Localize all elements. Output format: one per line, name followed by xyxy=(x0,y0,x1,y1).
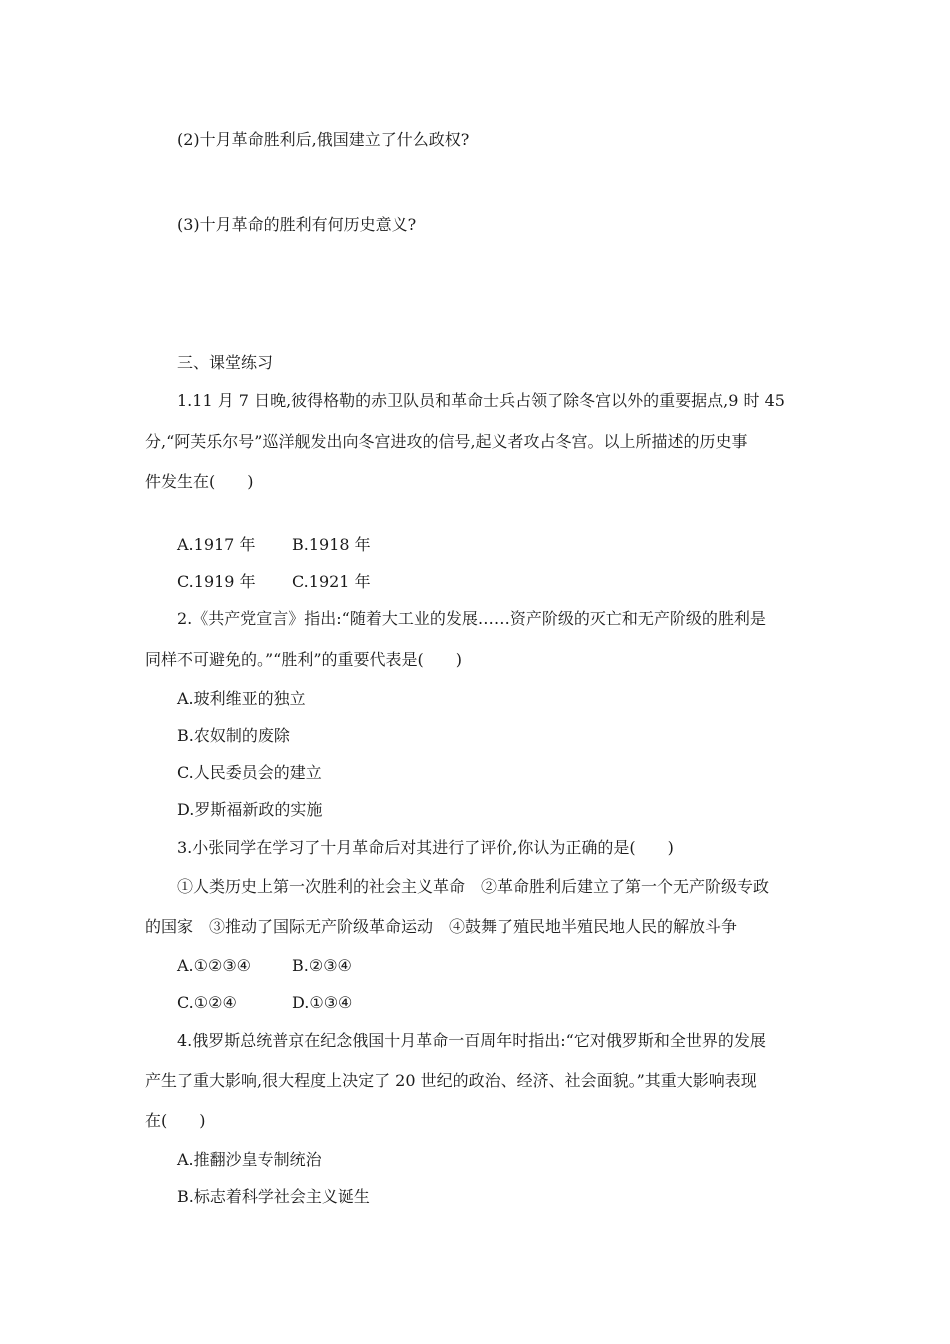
problem-4-line-2: 产生了重大影响,很大程度上决定了 20 世纪的政治、经济、社会面貌。”其重大影响表现 xyxy=(145,1071,757,1090)
problem-4-line-1: 4.俄罗斯总统普京在纪念俄国十月革命一百周年时指出:“它对俄罗斯和全世界的发展 xyxy=(177,1031,766,1050)
problem-3-line-3: 的国家 ③推动了国际无产阶级革命运动 ④鼓舞了殖民地半殖民地人民的解放斗争 xyxy=(145,917,738,936)
problem-2-line-2: 同样不可避免的。”“胜利”的重要代表是( ) xyxy=(145,650,463,669)
problem-3-option-a: A.①②③④ xyxy=(177,956,252,975)
problem-4-option-b: B.标志着科学社会主义诞生 xyxy=(177,1187,370,1206)
problem-1-line-3: 件发生在( ) xyxy=(145,472,254,491)
problem-3-line-1: 3.小张同学在学习了十月革命后对其进行了评价,你认为正确的是( ) xyxy=(177,838,674,857)
problem-1-line-2: 分,“阿芙乐尔号”巡洋舰发出向冬宫进攻的信号,起义者攻占冬宫。以上所描述的历史事 xyxy=(145,432,748,451)
problem-2-option-d: D.罗斯福新政的实施 xyxy=(177,800,323,819)
problem-2-option-a: A.玻利维亚的独立 xyxy=(177,689,306,708)
problem-3-option-c: C.①②④ xyxy=(177,993,237,1012)
problem-1-option-c: C.1919 年 xyxy=(177,572,256,591)
problem-2-option-c: C.人民委员会的建立 xyxy=(177,763,322,782)
section-title: 三、课堂练习 xyxy=(177,353,274,372)
problem-4-option-a: A.推翻沙皇专制统治 xyxy=(177,1150,322,1169)
problem-2-option-b: B.农奴制的废除 xyxy=(177,726,290,745)
problem-1-option-b: B.1918 年 xyxy=(292,535,371,554)
question-2: (2)十月革命胜利后,俄国建立了什么政权? xyxy=(177,130,470,149)
problem-1-option-a: A.1917 年 xyxy=(177,535,256,554)
problem-3-line-2: ①人类历史上第一次胜利的社会主义革命 ②革命胜利后建立了第一个无产阶级专政 xyxy=(177,877,770,896)
problem-4-line-3: 在( ) xyxy=(145,1111,206,1130)
problem-3-option-b: B.②③④ xyxy=(292,956,352,975)
question-3: (3)十月革命的胜利有何历史意义? xyxy=(177,215,417,234)
problem-1-line-1: 1.11 月 7 日晚,彼得格勒的赤卫队员和革命士兵占领了除冬宫以外的重要据点,9 时 45 xyxy=(177,391,785,410)
problem-1-option-c-second: C.1921 年 xyxy=(292,572,371,591)
problem-3-option-d: D.①③④ xyxy=(292,993,353,1012)
problem-2-line-1: 2.《共产党宣言》指出:“随着大工业的发展……资产阶级的灭亡和无产阶级的胜利是 xyxy=(177,609,766,628)
